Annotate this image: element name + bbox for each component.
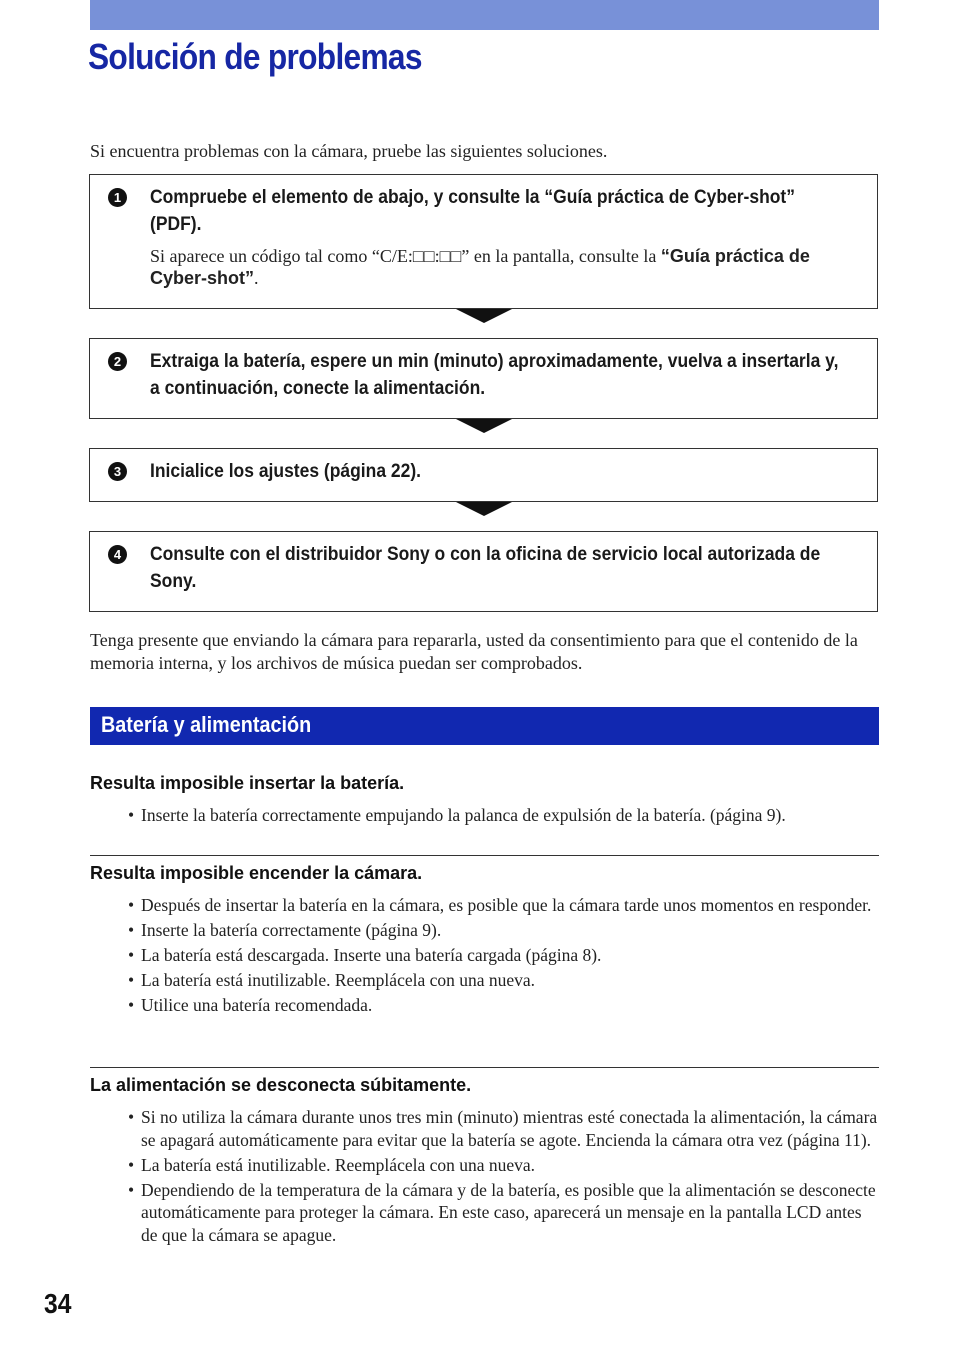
step-note-end: . xyxy=(254,268,259,288)
intro-text: Si encuentra problemas con la cámara, pruebe las siguientes soluciones. xyxy=(90,141,608,161)
section-header xyxy=(90,707,879,745)
problem-heading-3: La alimentación se desconecta súbitamente. xyxy=(90,1075,472,1095)
list-item: • Inserte la batería correctamente empujando la palanca de expulsión de la batería. (página 9). xyxy=(128,804,878,827)
problem-answers-1 xyxy=(128,804,878,829)
step-note-text: Si aparece un código tal como “C/E:□□:□□” en la pantalla, consulte la xyxy=(150,246,661,266)
step-number-3: 3 xyxy=(108,462,127,481)
list-item: • Si no utiliza la cámara durante unos tres min (minuto) mientras esté conectada la alimentación, la cámara se apagará automáticamente para evitar que la batería se agote. Encienda la cámara otra vez (página 11). xyxy=(128,1106,878,1151)
list-item: • La batería está inutilizable. Reemplácela con una nueva. xyxy=(128,1154,878,1177)
divider xyxy=(90,1067,879,1068)
list-item: • Utilice una batería recomendada. xyxy=(128,994,878,1017)
step-number-2: 2 xyxy=(108,352,127,371)
step-number-1: 1 xyxy=(108,188,127,207)
problem-answers-3 xyxy=(128,1106,878,1249)
list-item: • La batería está inutilizable. Reemplácela con una nueva. xyxy=(128,969,878,992)
divider xyxy=(90,855,879,856)
step-number-4: 4 xyxy=(108,545,127,564)
step-text-2: Extraiga la batería, espere un min (minuto) aproximadamente, vuelva a insertarla y, a continuación, conecte la alimentación. xyxy=(150,351,839,399)
problem-answers-2 xyxy=(128,894,878,1019)
list-item: • Después de insertar la batería en la cámara, es posible que la cámara tarde unos momentos en responder. xyxy=(128,894,878,917)
step-text-3: Inicialice los ajustes (página 22). xyxy=(150,461,422,482)
step-box-1 xyxy=(89,174,878,309)
section-title: Batería y alimentación xyxy=(101,712,312,737)
step-box-4 xyxy=(89,531,878,612)
step-box-3 xyxy=(89,448,878,502)
list-item: • La batería está descargada. Inserte una batería cargada (página 8). xyxy=(128,944,878,967)
flow-arrow-1 xyxy=(456,309,512,323)
repair-notice: Tenga presente que enviando la cámara para repararla, usted da consentimiento para que el contenido de la memoria interna, y los archivos de música puedan ser comprobados. xyxy=(90,630,858,673)
header-color-bar xyxy=(90,0,879,30)
page-number: 34 xyxy=(44,1288,72,1319)
step-note-1 xyxy=(150,245,857,289)
list-item: • Dependiendo de la temperatura de la cámara y de la batería, es posible que la alimentación se desconecte automáticamente para proteger la cámara. En este caso, aparecerá un mensaje en la pantalla LCD antes de que la cámara se apague. xyxy=(128,1179,878,1247)
step-box-2 xyxy=(89,338,878,419)
problem-heading-1: Resulta imposible insertar la batería. xyxy=(90,773,405,793)
step-note-reference: “Guía práctica de Cyber-shot” xyxy=(150,246,810,288)
step-text-1: Compruebe el elemento de abajo, y consulte la “Guía práctica de Cyber-shot” (PDF). xyxy=(150,187,795,235)
flow-arrow-3 xyxy=(456,502,512,516)
problem-heading-2: Resulta imposible encender la cámara. xyxy=(90,863,423,883)
step-text-4: Consulte con el distribuidor Sony o con la oficina de servicio local autorizada de Sony. xyxy=(150,544,821,592)
page-title: Solución de problemas xyxy=(88,36,422,77)
flow-arrow-2 xyxy=(456,419,512,433)
list-item: • Inserte la batería correctamente (página 9). xyxy=(128,919,878,942)
